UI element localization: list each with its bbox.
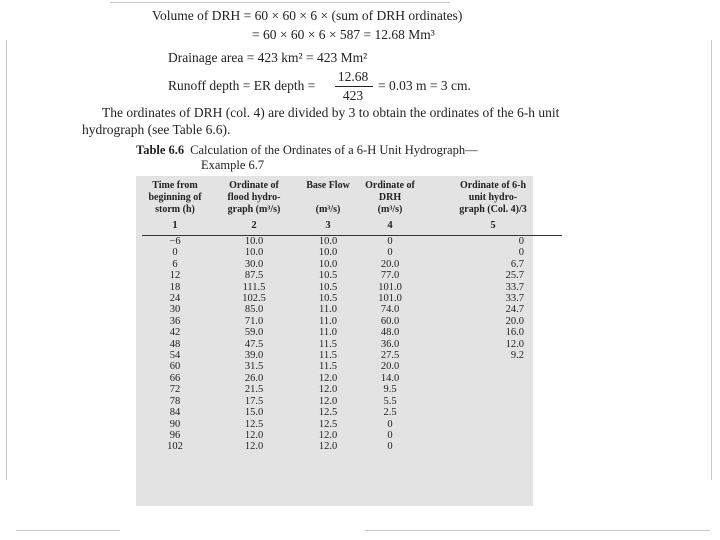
table-row: [142, 270, 562, 281]
cell-base-flow: 12.0: [318, 429, 338, 441]
cell-time: 96: [169, 429, 181, 441]
fraction-denominator: 423: [342, 88, 364, 103]
cell-time: 30: [169, 304, 181, 316]
frame-left-line: [6, 40, 7, 480]
frame-right-line: [711, 40, 712, 480]
equation-volume-result: = 60 × 60 × 6 × 587 = 12.68 Mm³: [252, 27, 435, 42]
cell-drh-ordinate: 20.0: [380, 258, 400, 270]
cell-flood-ordinate: 39.0: [244, 350, 264, 362]
cell-unit-hydrograph: 0: [518, 236, 524, 247]
cell-unit-hydrograph: 9.2: [510, 350, 524, 362]
cell-drh-ordinate: 60.0: [380, 315, 400, 327]
cell-flood-ordinate: 59.0: [244, 327, 264, 339]
equation-runoff-label: Runoff depth = ER depth =: [168, 78, 316, 93]
column-number-4: 4: [356, 218, 424, 236]
cell-drh-ordinate: 2.5: [383, 407, 397, 419]
cell-time: 78: [169, 395, 181, 407]
header-base-flow: Base Flow (m³/s): [306, 180, 350, 215]
table-header-row: [142, 180, 562, 218]
cell-drh-ordinate: 101.0: [378, 281, 402, 293]
cell-drh-ordinate: 48.0: [380, 327, 400, 339]
cell-unit-hydrograph: 20.0: [505, 315, 524, 327]
cell-base-flow: 11.5: [319, 361, 337, 373]
cell-drh-ordinate: 74.0: [380, 304, 400, 316]
cell-unit-hydrograph: [424, 441, 562, 452]
cell-unit-hydrograph: [424, 396, 562, 407]
table-row: [142, 259, 562, 270]
cell-flood-ordinate: 47.5: [244, 338, 264, 350]
cell-base-flow: 10.0: [318, 258, 338, 270]
table-caption-subtitle: Example 6.7: [201, 158, 265, 172]
cell-time: 90: [169, 418, 181, 430]
cell-time: 42: [169, 327, 181, 339]
header-flood-ordinate: Ordinate of flood hydro- graph (m³/s): [227, 180, 281, 215]
table-row: [142, 373, 562, 384]
column-number-5: 5: [424, 218, 562, 236]
table-caption: [136, 143, 478, 158]
cell-time: 66: [169, 372, 181, 384]
cell-unit-hydrograph: [424, 430, 562, 441]
cell-drh-ordinate: 14.0: [380, 372, 400, 384]
frame-bottom-left-line: [16, 530, 120, 531]
cell-flood-ordinate: 26.0: [244, 372, 264, 384]
cell-unit-hydrograph: [424, 384, 562, 395]
cell-flood-ordinate: 87.5: [244, 270, 264, 282]
cell-drh-ordinate: 0: [387, 247, 393, 259]
fraction-numerator: 12.68: [337, 69, 369, 84]
frame-bottom-right-line: [365, 530, 710, 531]
cell-flood-ordinate: 15.0: [244, 407, 264, 419]
cell-unit-hydrograph: 33.7: [505, 293, 524, 305]
header-time: Time from beginning of storm (h): [148, 180, 202, 215]
table-column-number-row: [142, 218, 562, 236]
cell-time: 48: [169, 338, 181, 350]
cell-flood-ordinate: 85.0: [244, 304, 264, 316]
cell-base-flow: 12.0: [318, 372, 338, 384]
cell-drh-ordinate: 0: [387, 429, 393, 441]
cell-flood-ordinate: 10.0: [244, 247, 264, 259]
table-row: [142, 430, 562, 441]
header-unit-hydrograph: Ordinate of 6-h unit hydro- graph (Col. 4)/3: [459, 180, 527, 215]
cell-base-flow: 12.0: [318, 395, 338, 407]
cell-unit-hydrograph: 0: [518, 247, 524, 259]
table-row: [142, 384, 562, 395]
cell-unit-hydrograph: [424, 419, 562, 430]
cell-drh-ordinate: 5.5: [383, 395, 397, 407]
fraction-bar: [335, 86, 373, 87]
column-number-1: 1: [142, 218, 208, 236]
cell-time: 24: [169, 293, 181, 305]
cell-unit-hydrograph: 25.7: [505, 270, 524, 282]
cell-base-flow: 11.0: [319, 327, 337, 339]
cell-flood-ordinate: 21.5: [244, 384, 264, 396]
header-drh-ordinate: Ordinate of DRH (m³/s): [365, 180, 415, 215]
column-number-2: 2: [208, 218, 300, 236]
table-row: [142, 293, 562, 304]
cell-base-flow: 12.0: [318, 384, 338, 396]
equation-drainage-area: Drainage area = 423 km² = 423 Mm²: [168, 50, 368, 65]
cell-unit-hydrograph: [424, 407, 562, 418]
cell-drh-ordinate: 20.0: [380, 361, 400, 373]
cell-time: 60: [169, 361, 181, 373]
cell-base-flow: 12.5: [318, 418, 338, 430]
cell-base-flow: 10.5: [318, 293, 338, 305]
cell-flood-ordinate: 10.0: [244, 236, 264, 247]
table-row: [142, 419, 562, 430]
cell-base-flow: 12.0: [318, 441, 338, 453]
cell-drh-ordinate: 0: [387, 236, 393, 247]
cell-drh-ordinate: 0: [387, 441, 393, 453]
table-caption-label: Table 6.6: [136, 143, 185, 157]
table-row: [142, 441, 562, 452]
cell-base-flow: 10.5: [318, 270, 338, 282]
cell-base-flow: 10.0: [318, 247, 338, 259]
cell-flood-ordinate: 102.5: [242, 293, 266, 305]
cell-drh-ordinate: 27.5: [380, 350, 400, 362]
cell-flood-ordinate: 111.5: [242, 281, 266, 293]
table-row: [142, 282, 562, 293]
table-row: [142, 247, 562, 258]
cell-base-flow: 10.5: [318, 281, 338, 293]
cell-time: 36: [169, 315, 181, 327]
cell-time: 72: [169, 384, 181, 396]
cell-unit-hydrograph: 24.7: [505, 304, 524, 316]
cell-time: 84: [169, 407, 181, 419]
cell-time: 6: [172, 258, 178, 270]
table-caption-title: Calculation of the Ordinates of a 6-H Unit Hydrograph—: [190, 143, 478, 157]
cell-drh-ordinate: 0: [387, 418, 393, 430]
frame-top-line: [110, 2, 450, 3]
cell-drh-ordinate: 77.0: [380, 270, 400, 282]
cell-time: −6: [169, 236, 181, 247]
cell-unit-hydrograph: [424, 361, 562, 372]
table-row: [142, 407, 562, 418]
column-number-3: 3: [300, 218, 356, 236]
cell-base-flow: 11.0: [319, 315, 337, 327]
cell-flood-ordinate: 71.0: [244, 315, 264, 327]
cell-time: 102: [167, 441, 183, 453]
cell-time: 54: [169, 350, 181, 362]
table-row: [142, 316, 562, 327]
cell-drh-ordinate: 36.0: [380, 338, 400, 350]
table-row: [142, 339, 562, 350]
equation-runoff-result: = 0.03 m = 3 cm.: [378, 78, 471, 93]
table-row: [142, 396, 562, 407]
cell-flood-ordinate: 12.0: [244, 441, 264, 453]
cell-flood-ordinate: 31.5: [244, 361, 264, 373]
cell-flood-ordinate: 12.5: [244, 418, 264, 430]
cell-drh-ordinate: 9.5: [383, 384, 397, 396]
explanation-paragraph: The ordinates of DRH (col. 4) are divided by 3 to obtain the ordinates of the 6-h unit hydrograph (see Table 6.6).: [82, 105, 560, 137]
equation-volume: Volume of DRH = 60 × 60 × 6 × (sum of DRH ordinates): [152, 8, 463, 23]
cell-unit-hydrograph: 6.7: [510, 258, 524, 270]
cell-base-flow: 11.5: [319, 350, 337, 362]
cell-base-flow: 10.0: [318, 236, 338, 247]
cell-unit-hydrograph: [424, 373, 562, 384]
cell-base-flow: 11.5: [319, 338, 337, 350]
table-row: [142, 327, 562, 338]
cell-flood-ordinate: 12.0: [244, 429, 264, 441]
cell-unit-hydrograph: 33.7: [505, 281, 524, 293]
hydrograph-table: [142, 180, 562, 453]
cell-flood-ordinate: 30.0: [244, 258, 264, 270]
cell-base-flow: 12.5: [318, 407, 338, 419]
cell-base-flow: 11.0: [319, 304, 337, 316]
cell-drh-ordinate: 101.0: [378, 293, 402, 305]
cell-time: 12: [169, 270, 181, 282]
cell-unit-hydrograph: 12.0: [505, 338, 524, 350]
cell-unit-hydrograph: 16.0: [505, 327, 524, 339]
cell-time: 0: [172, 247, 178, 259]
table-row: [142, 236, 562, 248]
table-body: [142, 236, 562, 453]
cell-time: 18: [169, 281, 181, 293]
table-row: [142, 304, 562, 315]
table-row: [142, 350, 562, 361]
table-row: [142, 361, 562, 372]
cell-flood-ordinate: 17.5: [244, 395, 264, 407]
